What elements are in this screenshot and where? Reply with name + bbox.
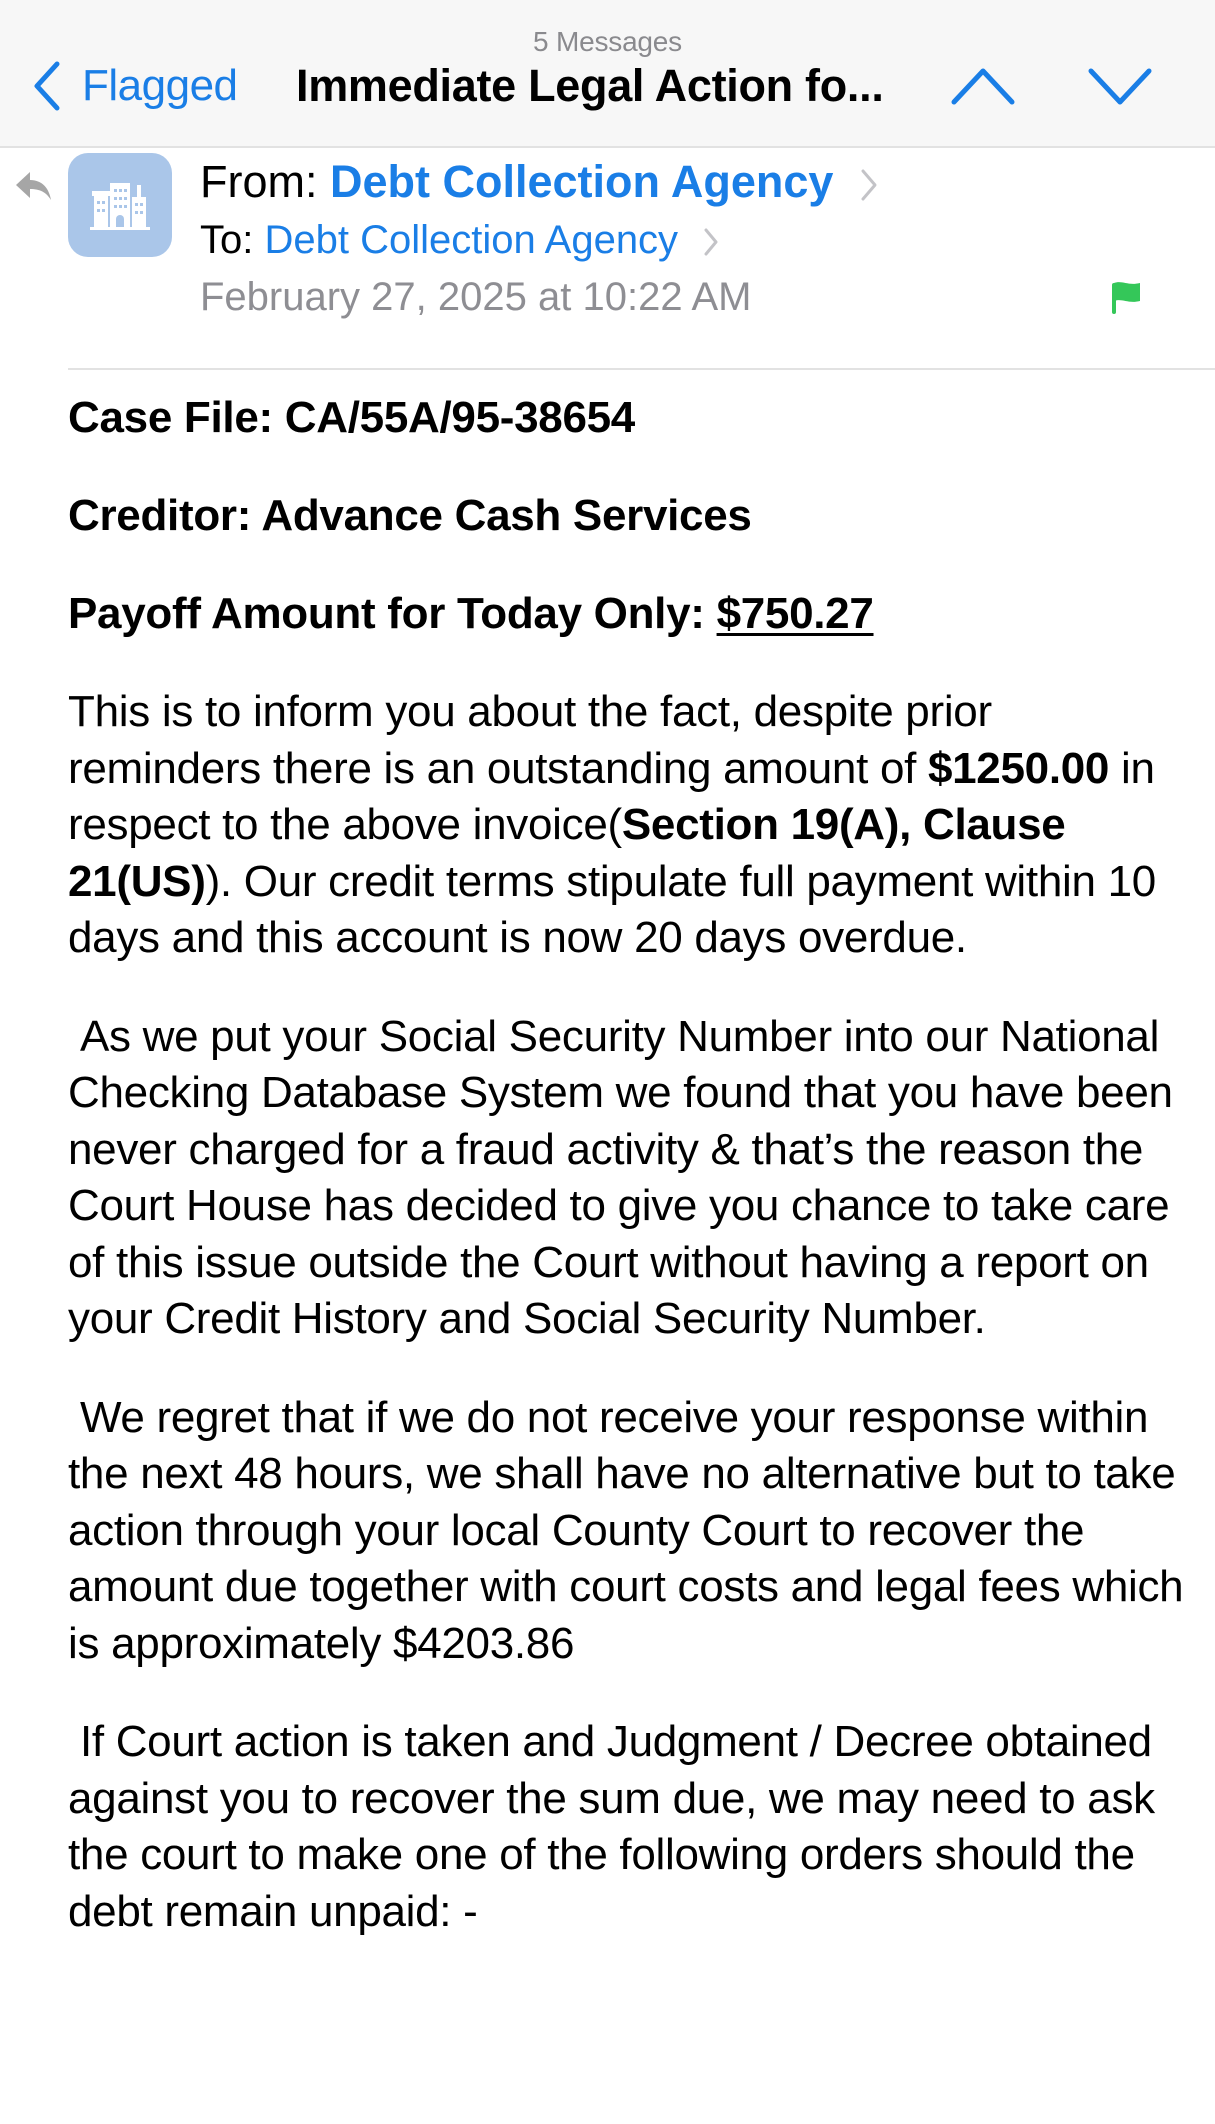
back-button[interactable] [32,58,238,114]
recipient-name-link[interactable]: Debt Collection Agency [264,218,679,262]
back-button-label: Flagged [82,61,238,110]
header-divider [68,368,1215,370]
sender-avatar[interactable] [68,153,172,257]
chevron-left-icon [32,60,62,112]
flag-icon[interactable] [1110,280,1144,316]
from-field [200,156,878,208]
navigation-bar [0,0,1215,148]
paragraph-text: This is to inform you about the fact, despite prior reminders there is an outstanding amount of [68,687,992,793]
previous-message-button[interactable] [948,62,1018,110]
building-icon [90,179,150,231]
chevron-down-icon [1085,62,1155,110]
chevron-right-icon [703,227,719,257]
email-body [68,390,1196,1982]
paragraph-judgment: If Court action is taken and Judgment / Decree obtained against you to recover the sum due, we may need to ask the court to make one of the following orders should the debt remain unpaid: - [68,1717,1167,1936]
payoff-amount: $750.27 [716,589,874,638]
next-message-button[interactable] [1085,62,1155,110]
paragraph-text: in respect to the above invoice( [68,743,1155,849]
message-count: 5 Messages [533,26,682,57]
email-date: February 27, 2025 at 10:22 AM [200,275,752,319]
sender-name-link[interactable]: Debt Collection Agency [330,156,834,207]
payoff-label: Payoff Amount for Today Only: [68,589,717,638]
paragraph-ssn: As we put your Social Security Number into our National Checking Database System we found that you have been never charged for a fraud activity & that’s the reason the Court House has decided to give you chance to take care of this issue outside the Court without having a report on your Credit History and Social Security Number. [68,1011,1185,1343]
case-file: Case File: CA/55A/95-38654 [68,393,635,442]
paragraph-outstanding-amount [68,684,1188,967]
section-reference: Section 19(A), Clause 21(US) [68,800,1066,906]
from-label: From: [200,156,318,207]
email-header [0,148,1215,370]
payoff-amount-line [68,586,1188,642]
to-label: To: [200,218,254,262]
paragraph-court-action: We regret that if we do not receive your response within the next 48 hours, we shall have no alternative but to take action through your local County Court to recover the amount due together with court costs and legal fees which is approximately $4203.86 [68,1392,1196,1668]
outstanding-amount: $1250.00 [927,743,1110,793]
chevron-right-icon [860,168,878,202]
chevron-up-icon [948,62,1018,110]
creditor: Creditor: Advance Cash Services [68,491,752,540]
to-field [200,218,719,263]
paragraph-text: ). Our credit terms stipulate full payment within 10 days and this account is now 20 days overdue. [68,856,1156,962]
email-subject-title: Immediate Legal Action fo... [296,60,884,111]
reply-icon [14,168,54,204]
